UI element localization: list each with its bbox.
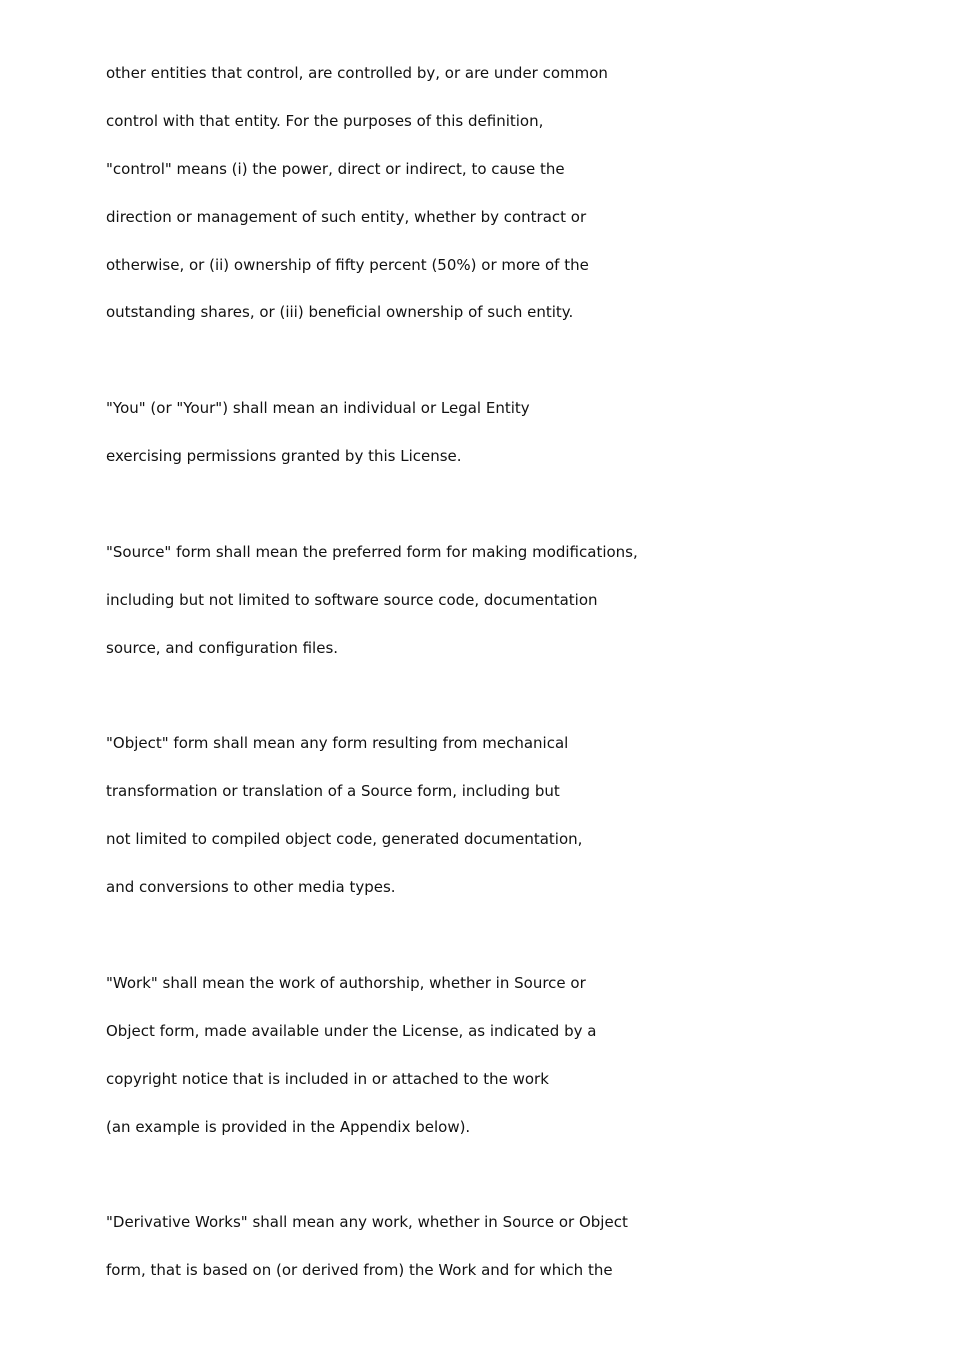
text-line: "Derivative Works" shall mean any work, whether in Source or Object xyxy=(106,1213,628,1232)
paragraph-object-definition xyxy=(106,731,866,923)
text-line: other entities that control, are controlled by, or are under common xyxy=(106,64,608,82)
paragraph-affiliate-definition xyxy=(106,61,866,348)
text-line: source, and configuration files. xyxy=(106,638,339,657)
text-line: not limited to compiled object code, generated documentation, xyxy=(106,830,583,849)
paragraph-spacer xyxy=(106,492,866,540)
text-line: transformation or translation of a Source form, including but xyxy=(106,782,560,801)
paragraph-spacer xyxy=(106,1162,866,1210)
text-line: (an example is provided in the Appendix below). xyxy=(106,1117,471,1136)
text-line: control with that entity. For the purposes of this definition, xyxy=(106,111,544,130)
paragraph-work-definition xyxy=(106,971,866,1163)
license-text xyxy=(106,61,866,1306)
text-line: "You" (or "Your") shall mean an individual or Legal Entity xyxy=(106,399,530,418)
text-line: "Source" form shall mean the preferred form for making modifications, xyxy=(106,542,638,561)
text-line: direction or management of such entity, whether by contract or xyxy=(106,207,587,226)
text-line: including but not limited to software source code, documentation xyxy=(106,590,598,609)
paragraph-source-definition xyxy=(106,540,866,684)
text-line: form, that is based on (or derived from) the Work and for which the xyxy=(106,1261,613,1280)
paragraph-spacer xyxy=(106,923,866,971)
paragraph-spacer xyxy=(106,348,866,396)
text-line: exercising permissions granted by this License. xyxy=(106,447,462,466)
text-line: otherwise, or (ii) ownership of fifty percent (50%) or more of the xyxy=(106,255,589,274)
text-line: outstanding shares, or (iii) beneficial ownership of such entity. xyxy=(106,303,574,322)
text-line: "Work" shall mean the work of authorship, whether in Source or xyxy=(106,973,586,992)
text-line: and conversions to other media types. xyxy=(106,878,396,897)
text-line: Object form, made available under the License, as indicated by a xyxy=(106,1021,597,1040)
paragraph-you-definition xyxy=(106,396,866,492)
text-line: "control" means (i) the power, direct or indirect, to cause the xyxy=(106,159,565,178)
text-line: copyright notice that is included in or attached to the work xyxy=(106,1069,549,1088)
paragraph-spacer xyxy=(106,684,866,732)
text-line: "Object" form shall mean any form resulting from mechanical xyxy=(106,734,569,753)
paragraph-derivative-works-definition xyxy=(106,1210,866,1306)
